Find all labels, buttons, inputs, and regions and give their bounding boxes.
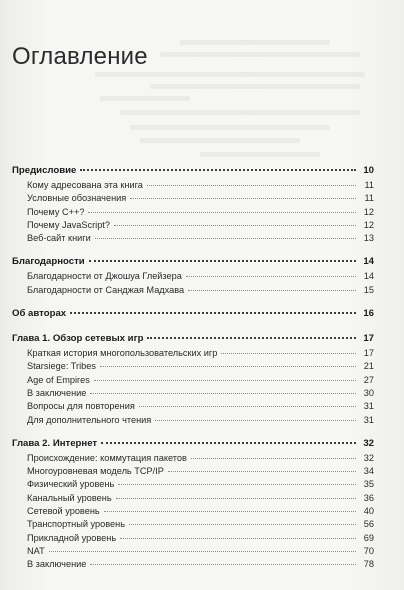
toc-heading-page: 32 [363,437,374,449]
toc-entry-label: Канальный уровень [27,492,112,503]
toc-entry-page: 36 [363,492,374,503]
toc-entry-page: 27 [363,374,374,385]
toc-entry-label: NAT [27,545,45,556]
toc-entry[interactable] [12,285,374,298]
toc-entry-page: 15 [363,284,374,295]
toc-entry-label: Транспортный уровень [27,519,126,530]
toc-entry-page: 40 [363,506,374,517]
toc-section [12,333,374,428]
toc-entry-page: 34 [363,466,374,477]
toc-entry-label: Прикладной уровень [27,532,117,543]
toc-heading-page: 16 [363,308,374,320]
dot-leader [155,420,356,421]
dot-leader [188,290,356,291]
toc-entry-label: Для дополнительного чтения [27,414,152,425]
toc-entry[interactable] [12,415,374,428]
toc-entry[interactable] [12,193,374,206]
toc-entry-label: Почему JavaScript? [27,219,110,230]
toc-entry-label: Физический уровень [27,479,115,490]
dot-leader [116,498,356,499]
toc-heading-page: 17 [363,333,374,345]
toc-entry-label: Благодарности от Санджая Мадхава [27,284,185,295]
toc-entry-page: 70 [363,545,374,556]
toc-entry[interactable] [12,271,374,284]
toc-entry-page: 78 [363,559,374,570]
toc-heading-title: Об авторах [12,308,67,320]
toc-entry-label: Кому адресована эта книга [27,180,143,190]
toc-entry-page: 35 [363,479,374,490]
toc-heading[interactable] [12,256,374,271]
toc-entry-label: Многоуровневая модель TCP/IP [27,466,164,477]
toc-heading-title: Глава 1. Обзор сетевых игр [12,333,144,345]
toc-entry-page: 17 [363,348,374,359]
toc-entry[interactable] [12,466,374,479]
toc-entry[interactable] [12,519,374,532]
dot-leader [88,212,356,213]
toc-entry-label: Age of Empires [27,374,90,385]
toc-entry[interactable] [12,559,374,572]
dot-leader [101,442,356,444]
toc-heading[interactable] [12,308,374,323]
page-title: Оглавление [12,43,148,70]
dot-leader [168,471,356,472]
toc-section [12,165,374,246]
toc-entry[interactable] [12,493,374,506]
dot-leader [114,225,356,226]
toc-entry[interactable] [12,401,374,414]
toc-entry-label: В заключение [27,559,87,570]
dot-leader [100,366,356,367]
toc-heading-page: 10 [363,165,374,176]
toc-entry[interactable] [12,207,374,220]
dot-leader [118,484,356,485]
toc-entry[interactable] [12,533,374,546]
dot-leader [90,564,356,565]
dot-leader [147,337,356,339]
toc-entry-label: В заключение [27,387,87,398]
toc-entry[interactable] [12,233,374,246]
toc-entry[interactable] [12,220,374,233]
dot-leader [104,511,356,512]
dot-leader [129,524,356,525]
dot-leader [191,458,356,459]
toc-entry-page: 31 [363,414,374,425]
dot-leader [186,276,356,277]
toc-entry-label: Сетевой уровень [27,506,100,517]
toc-heading-page: 14 [363,256,374,268]
dot-leader [139,406,356,407]
dot-leader [89,260,356,262]
dot-leader [147,185,356,186]
toc-entry-label: Благодарности от Джошуа Глейзера [27,271,182,282]
dot-leader [49,551,356,552]
toc-entry[interactable] [12,506,374,519]
toc-entry-page: 14 [363,271,374,282]
table-of-contents [12,165,374,583]
dot-leader [90,393,356,394]
toc-section [12,438,374,573]
toc-entry[interactable] [12,361,374,374]
toc-heading-title: Предисловие [12,165,77,176]
toc-entry-page: 30 [363,387,374,398]
dot-leader [221,353,356,354]
toc-entry-page: 69 [363,532,374,543]
toc-entry-page: 56 [363,519,374,530]
toc-heading-title: Глава 2. Интернет [12,437,98,449]
toc-entry[interactable] [12,180,374,193]
toc-entry-page: 32 [363,452,374,463]
toc-entry-page: 31 [363,401,374,412]
toc-entry[interactable] [12,375,374,388]
dot-leader [95,238,356,239]
toc-entry-page: 12 [363,206,374,217]
dot-leader [130,198,356,199]
dot-leader [70,312,356,314]
toc-entry-page: 11 [364,180,374,190]
toc-entry-label: Условные обозначения [27,193,127,204]
toc-entry-label: Краткая история многопользовательских игр [27,348,218,359]
dot-leader [120,538,356,539]
toc-entry-page: 11 [364,193,374,204]
toc-entry[interactable] [12,453,374,466]
toc-heading[interactable] [12,438,374,453]
toc-entry[interactable] [12,479,374,492]
dot-leader [94,380,356,381]
toc-entry-label: Starsiege: Tribes [27,361,96,372]
toc-heading[interactable] [12,165,374,180]
toc-entry-page: 13 [363,233,374,244]
toc-entry-label: Почему C++? [27,206,85,217]
toc-entry[interactable] [12,388,374,401]
toc-entry-page: 21 [363,361,374,372]
toc-entry-label: Вопросы для повторения [27,401,135,412]
toc-entry[interactable] [12,546,374,559]
toc-entry[interactable] [12,348,374,361]
toc-entry-label: Происхождение: коммутация пакетов [27,452,187,463]
toc-heading[interactable] [12,333,374,348]
toc-heading-title: Благодарности [12,256,85,268]
dot-leader [80,169,356,171]
toc-section [12,308,374,323]
toc-entry-page: 12 [363,219,374,230]
toc-entry-label: Веб-сайт книги [27,233,91,244]
toc-section [12,256,374,298]
